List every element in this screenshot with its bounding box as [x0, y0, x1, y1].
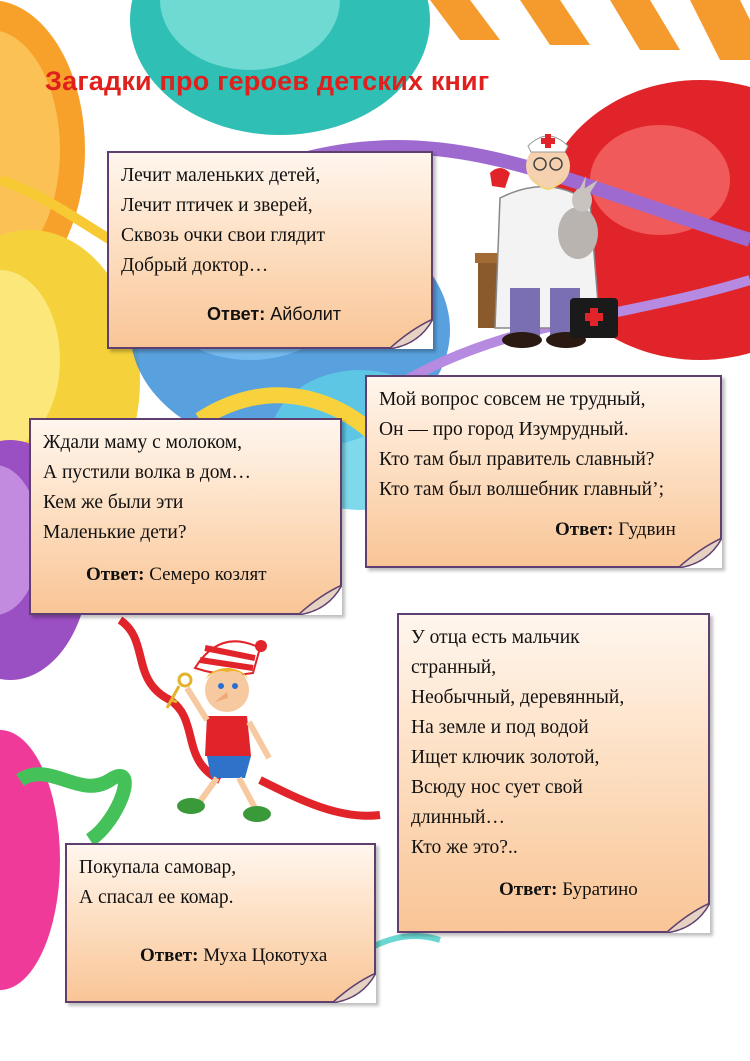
- answer-text: Айболит: [270, 304, 342, 324]
- riddle-line: Кто там был правитель славный?: [379, 449, 655, 470]
- riddle-card-goodwin: [365, 375, 722, 568]
- answer-text: Муха Цокотуха: [203, 945, 328, 966]
- riddle-line: Покупала самовар,: [79, 857, 237, 878]
- riddle-line: Лечит маленьких детей,: [121, 165, 321, 186]
- answer-text: Гудвин: [618, 519, 676, 540]
- riddle-line: Добрый доктор…: [121, 255, 269, 276]
- answer: [86, 560, 267, 590]
- answer-label: Ответ:: [86, 564, 145, 585]
- riddle-line: Сквозь очки свои глядит: [121, 225, 325, 246]
- riddle-line: А пустили волка в дом…: [43, 462, 252, 483]
- riddle-line: Кем же были эти: [43, 492, 184, 513]
- riddle-line: На земле и под водой: [411, 717, 589, 738]
- riddle-line: Ждали маму с молоком,: [43, 432, 243, 453]
- riddle-line: Лечит птичек и зверей,: [121, 195, 313, 216]
- page-curl-icon: [678, 538, 722, 568]
- riddle-line: Кто же это?..: [411, 837, 518, 858]
- riddle-line: Ищет ключик золотой,: [411, 747, 600, 768]
- answer-label: Ответ:: [207, 304, 266, 324]
- answer: [555, 515, 676, 545]
- page-curl-icon: [332, 973, 376, 1003]
- answer-label: Ответ:: [555, 519, 614, 540]
- riddle-line: странный,: [411, 657, 497, 678]
- answer: [140, 941, 327, 971]
- buratino-illustration: [165, 628, 285, 828]
- riddle-card-buratino: [397, 613, 710, 933]
- riddle-line: Кто там был волшебник главный’;: [379, 479, 665, 500]
- answer: [499, 875, 638, 905]
- riddle-line: Он — про город Изумрудный.: [379, 419, 629, 440]
- riddle-line: Необычный, деревянный,: [411, 687, 625, 708]
- riddle-line: Всюду нос сует свой: [411, 777, 583, 798]
- doctor-aibolit-illustration: [470, 118, 630, 356]
- riddle-card-aibolit: [107, 151, 433, 349]
- riddle-line: А спасал ее комар.: [79, 887, 234, 908]
- riddle-card-seven-kids: [29, 418, 342, 615]
- page-curl-icon: [666, 903, 710, 933]
- answer: [207, 299, 341, 329]
- riddle-card-mukha-tsokotukha: [65, 843, 376, 1003]
- riddle-line: длинный…: [411, 807, 505, 828]
- riddle-line: Мой вопрос совсем не трудный,: [379, 389, 646, 410]
- page-title: Загадки про героев детских книг: [45, 66, 490, 96]
- answer-label: Ответ:: [499, 879, 558, 900]
- answer-label: Ответ:: [140, 945, 199, 966]
- riddle-line: Маленькие дети?: [43, 522, 187, 543]
- answer-text: Буратино: [562, 879, 638, 900]
- answer-text: Семеро козлят: [149, 564, 267, 585]
- riddle-line: У отца есть мальчик: [411, 627, 580, 648]
- page-curl-icon: [298, 585, 342, 615]
- page-curl-icon: [389, 319, 433, 349]
